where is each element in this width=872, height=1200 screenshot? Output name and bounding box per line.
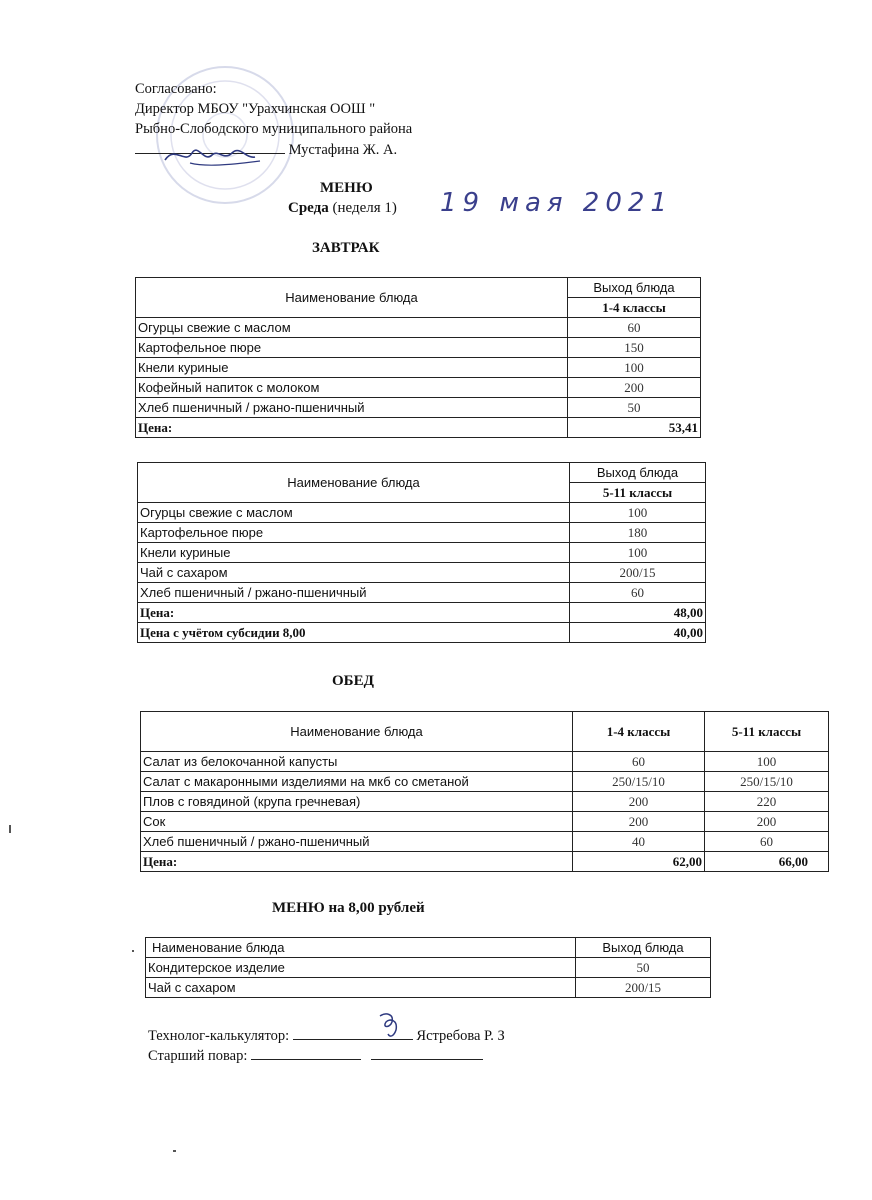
week-number: (неделя 1) [328, 200, 397, 216]
col-output-header: Выход блюда [570, 463, 706, 483]
col-class-header: 5-11 классы [570, 483, 706, 503]
price-row: Цена: 48,00 [138, 603, 706, 623]
table-row: Плов с говядиной (крупа гречневая) 200 220 [141, 792, 829, 812]
col-output-header: Выход блюда [568, 278, 701, 298]
technologist-name: Ястребова Р. З [416, 1028, 505, 1044]
table-row: Салат с макаронными изделиями на мкб со сметаной 250/15/10 250/15/10 [141, 772, 829, 792]
table-row: Чай с сахаром 200/15 [138, 563, 706, 583]
table-row: Кнели куриные 100 [136, 358, 701, 378]
lunch-title: ОБЕД [332, 673, 374, 689]
col-output-header: Выход блюда [576, 938, 711, 958]
col-class-header: 1-4 классы [568, 298, 701, 318]
cook-signature-line [251, 1045, 361, 1060]
breakfast-title: ЗАВТРАК [312, 240, 380, 256]
table-row: Кнели куриные 100 [138, 543, 706, 563]
table-row: Картофельное пюре 180 [138, 523, 706, 543]
approval-title: Согласовано: [135, 81, 217, 97]
handwritten-date: 19 мая 2021 [440, 188, 673, 218]
price-row: Цена: 53,41 [136, 418, 701, 438]
technologist-line [148, 1025, 505, 1045]
day-name: Среда [288, 200, 329, 216]
table-row: Хлеб пшеничный / ржано-пшеничный 50 [136, 398, 701, 418]
table-row: Огурцы свежие с маслом 100 [138, 503, 706, 523]
col-dish-name-header: Наименование блюда [138, 463, 570, 503]
scan-speck [132, 950, 134, 952]
director-signature [160, 135, 270, 175]
menu8-table [145, 937, 711, 998]
table-row: Кофейный напиток с молоком 200 [136, 378, 701, 398]
table-row: Картофельное пюре 150 [136, 338, 701, 358]
technologist-label: Технолог-калькулятор: [148, 1028, 290, 1044]
col-dish-name-header: Наименование блюда [136, 278, 568, 318]
menu-title: МЕНЮ [320, 180, 373, 196]
cook-label: Старший повар: [148, 1048, 248, 1064]
cook-line [148, 1045, 483, 1065]
subsidy-price-row: Цена с учётом субсидии 8,00 40,00 [138, 623, 706, 643]
director-name: Мустафина Ж. А. [288, 142, 398, 158]
scan-speck [173, 1150, 176, 1152]
day-line [288, 200, 397, 217]
scan-speck [9, 825, 11, 833]
price-row: Цена: 62,00 66,00 [141, 852, 829, 872]
lunch-table [140, 711, 829, 872]
table-row: Огурцы свежие с маслом 60 [136, 318, 701, 338]
table-row: Хлеб пшеничный / ржано-пшеничный 40 60 [141, 832, 829, 852]
cook-name-line [371, 1045, 483, 1060]
col-dish-name-header: Наименование блюда [141, 712, 573, 752]
menu8-title: МЕНЮ на 8,00 рублей [272, 900, 425, 916]
table-row: Чай с сахаром 200/15 [146, 978, 711, 998]
table-row: Сок 200 200 [141, 812, 829, 832]
district-name: Рыбно-Слободского муниципального района [135, 121, 413, 137]
table-row: Хлеб пшеничный / ржано-пшеничный 60 [138, 583, 706, 603]
col-dish-name-header: Наименование блюда [146, 938, 576, 958]
technologist-signature [372, 1010, 412, 1040]
breakfast-table-1-4 [135, 277, 701, 438]
table-row: Салат из белокочанной капусты 60 100 [141, 752, 829, 772]
col-class-1-4-header: 1-4 классы [573, 712, 705, 752]
col-class-5-11-header: 5-11 классы [705, 712, 829, 752]
breakfast-table-5-11 [137, 462, 706, 643]
director-title: Директор МБОУ "Урахчинская ООШ " [135, 101, 376, 117]
table-row: Кондитерское изделие 50 [146, 958, 711, 978]
